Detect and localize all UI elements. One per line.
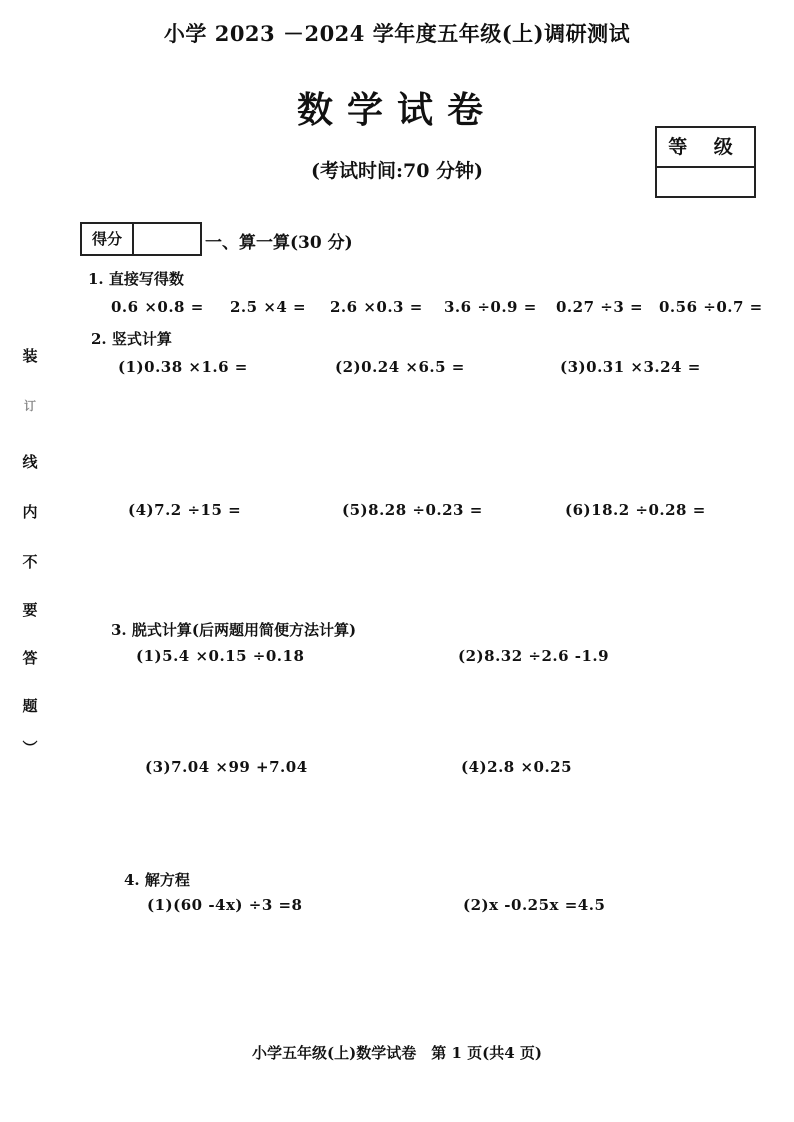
exam-header-title: 小学 2023 －2024 学年度五年级(上)调研测试 — [163, 21, 631, 46]
q1-item: 0.27 ÷3 = — [556, 298, 644, 316]
binding-char: 要 — [22, 601, 38, 619]
q4-item: (1)(60 -4x) ÷3 =8 — [147, 896, 303, 914]
score-box — [80, 222, 202, 256]
q1-item: 2.5 ×4 = — [230, 298, 307, 316]
subject-title: 数学试卷 — [296, 89, 497, 131]
q3-item: (4)2.8 ×0.25 — [461, 758, 573, 776]
q2-item: (4)7.2 ÷15 = — [128, 501, 242, 519]
score-value-cell — [134, 224, 200, 254]
binding-char: ） — [20, 739, 39, 755]
binding-char: 题 — [22, 697, 38, 715]
binding-char: 线 — [22, 453, 38, 471]
binding-char: 不 — [22, 553, 38, 571]
q2-item: (6)18.2 ÷0.28 = — [565, 501, 706, 519]
page-footer: 小学五年级(上)数学试卷 第 1 页(共4 页) — [252, 1044, 542, 1062]
grade-box — [655, 126, 756, 198]
question-2-title: 2. 竖式计算 — [91, 330, 172, 348]
q3-item: (2)8.32 ÷2.6 -1.9 — [458, 647, 610, 665]
score-label: 得分 — [82, 224, 134, 254]
section-title: 一、算一算(30 分) — [205, 233, 353, 253]
q1-item: 0.6 ×0.8 = — [111, 298, 204, 316]
q2-item: (3)0.31 ×3.24 = — [560, 358, 701, 376]
q4-item: (2)x -0.25x =4.5 — [463, 896, 606, 914]
binding-char: 订 — [23, 399, 36, 413]
q2-item: (1)0.38 ×1.6 = — [118, 358, 248, 376]
exam-duration: (考试时间:70 分钟) — [310, 160, 484, 182]
q1-item: 0.56 ÷0.7 = — [659, 298, 763, 316]
question-3-title: 3. 脱式计算(后两题用简便方法计算) — [111, 621, 357, 639]
question-4-title: 4. 解方程 — [124, 871, 190, 889]
q3-item: (1)5.4 ×0.15 ÷0.18 — [136, 647, 305, 665]
binding-char: 答 — [22, 649, 38, 667]
q2-item: (2)0.24 ×6.5 = — [335, 358, 465, 376]
q2-item: (5)8.28 ÷0.23 = — [342, 501, 483, 519]
binding-char: 内 — [22, 503, 38, 521]
q1-item: 3.6 ÷0.9 = — [444, 298, 537, 316]
question-1-title: 1. 直接写得数 — [88, 270, 184, 288]
q3-item: (3)7.04 ×99 +7.04 — [145, 758, 308, 776]
binding-char: 装 — [22, 347, 38, 365]
q1-item: 2.6 ×0.3 = — [330, 298, 423, 316]
grade-label: 等 级 — [657, 128, 754, 168]
